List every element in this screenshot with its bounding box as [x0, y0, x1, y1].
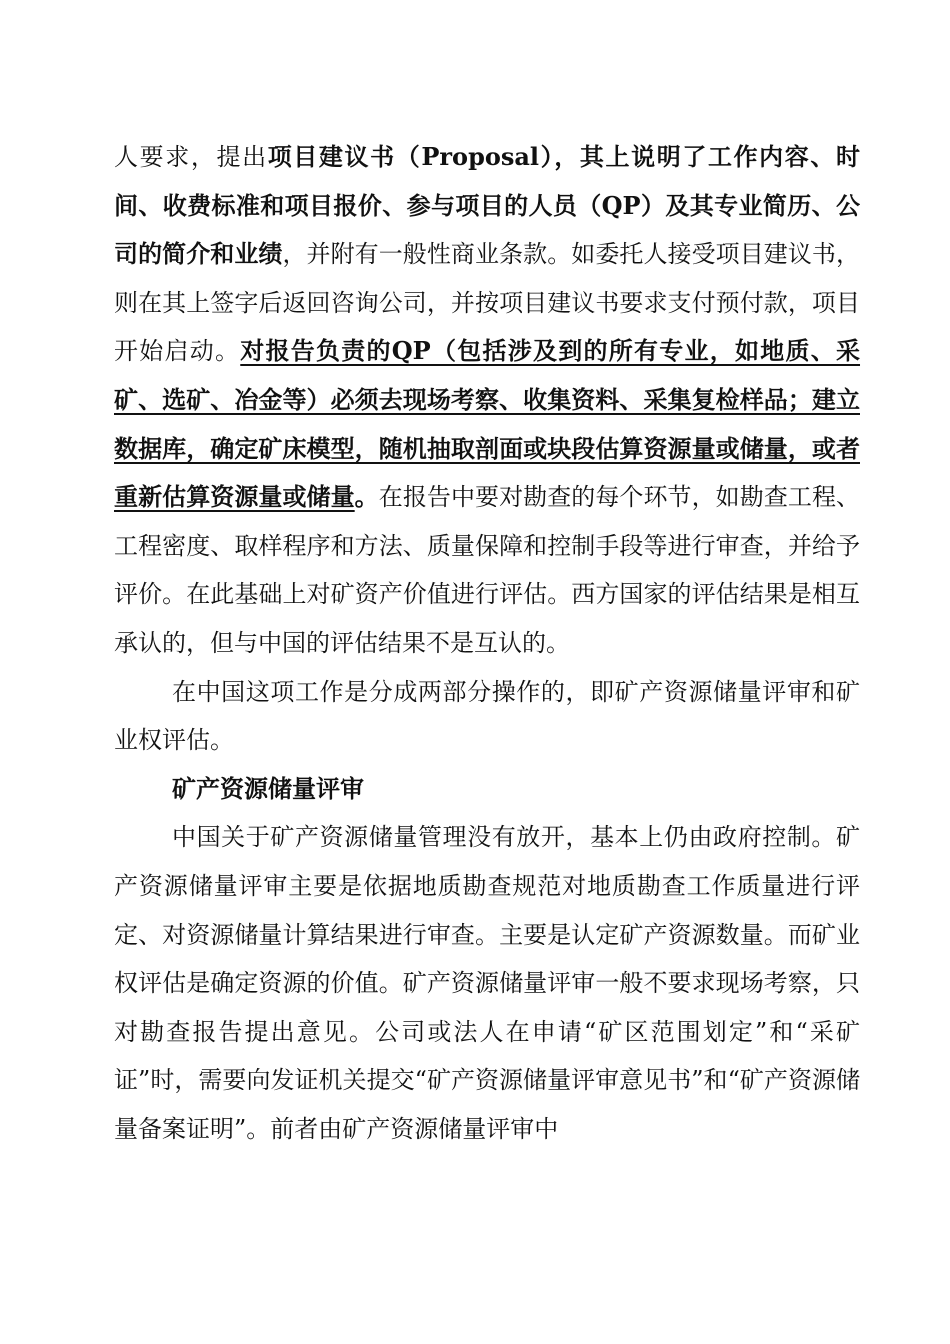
paragraph-china-process: 在中国这项工作是分成两部分操作的，即矿产资源储量评审和矿业权评估。 — [114, 677, 860, 755]
paragraph-proposal — [114, 133, 860, 668]
text-run: 人要求，提出 — [114, 143, 268, 171]
bold-underlined-text-run: 对报告负责的QP（包括涉及到的所有专业，如地质、采矿、选矿、冶金等）必须去现场考察、收集资料、采集复检样品；建立数据库，确定矿床模型，随机抽取剖面或块段估算资源量或储量，或者重新估算资源量或储量 — [114, 336, 861, 512]
document-page — [114, 133, 860, 1153]
section-heading: 矿产资源储量评审 — [172, 773, 364, 803]
text-run: ，并附有一般性商业条款。如委托人接受项目建议书，则在其上签字后返回咨询公司，并按项目建议书要求支付预付款，项目开始启动。 — [114, 240, 861, 366]
text-run: 在报告中要对勘查的每个环节，如勘查工程、工程密度、取样程序和方法、质量保障和控制手段等进行审查，并给予评价。在此基础上对矿资产价值进行评估。西方国家的评估结果是相互承认的，但与中国的评估结果不是互认的。 — [114, 483, 861, 657]
bold-text-run: 项目建议书（Proposal），其上说明了工作内容、时间、收费标准和项目报价、参与项目的人员（QP）及其专业简历、公司的简介和业绩 — [114, 142, 861, 269]
paragraph-reserve-review: 中国关于矿产资源储量管理没有放开，基本上仍由政府控制。矿产资源储量评审主要是依据地质勘查规范对地质勘查工作质量进行评定、对资源储量计算结果进行审查。主要是认定矿产资源数量。而矿业权评估是确定资源的价值。矿产资源储量评审一般不要求现场考察，只对勘查报告提出意见。公司或法人在申请“矿区范围划定”和“采矿证”时，需要向发证机关提交“矿产资源储量评审意见书”和“矿产资源储量备案证明”。前者由矿产资源储量评审中 — [114, 823, 860, 1143]
bold-text-run: 。 — [354, 482, 379, 512]
